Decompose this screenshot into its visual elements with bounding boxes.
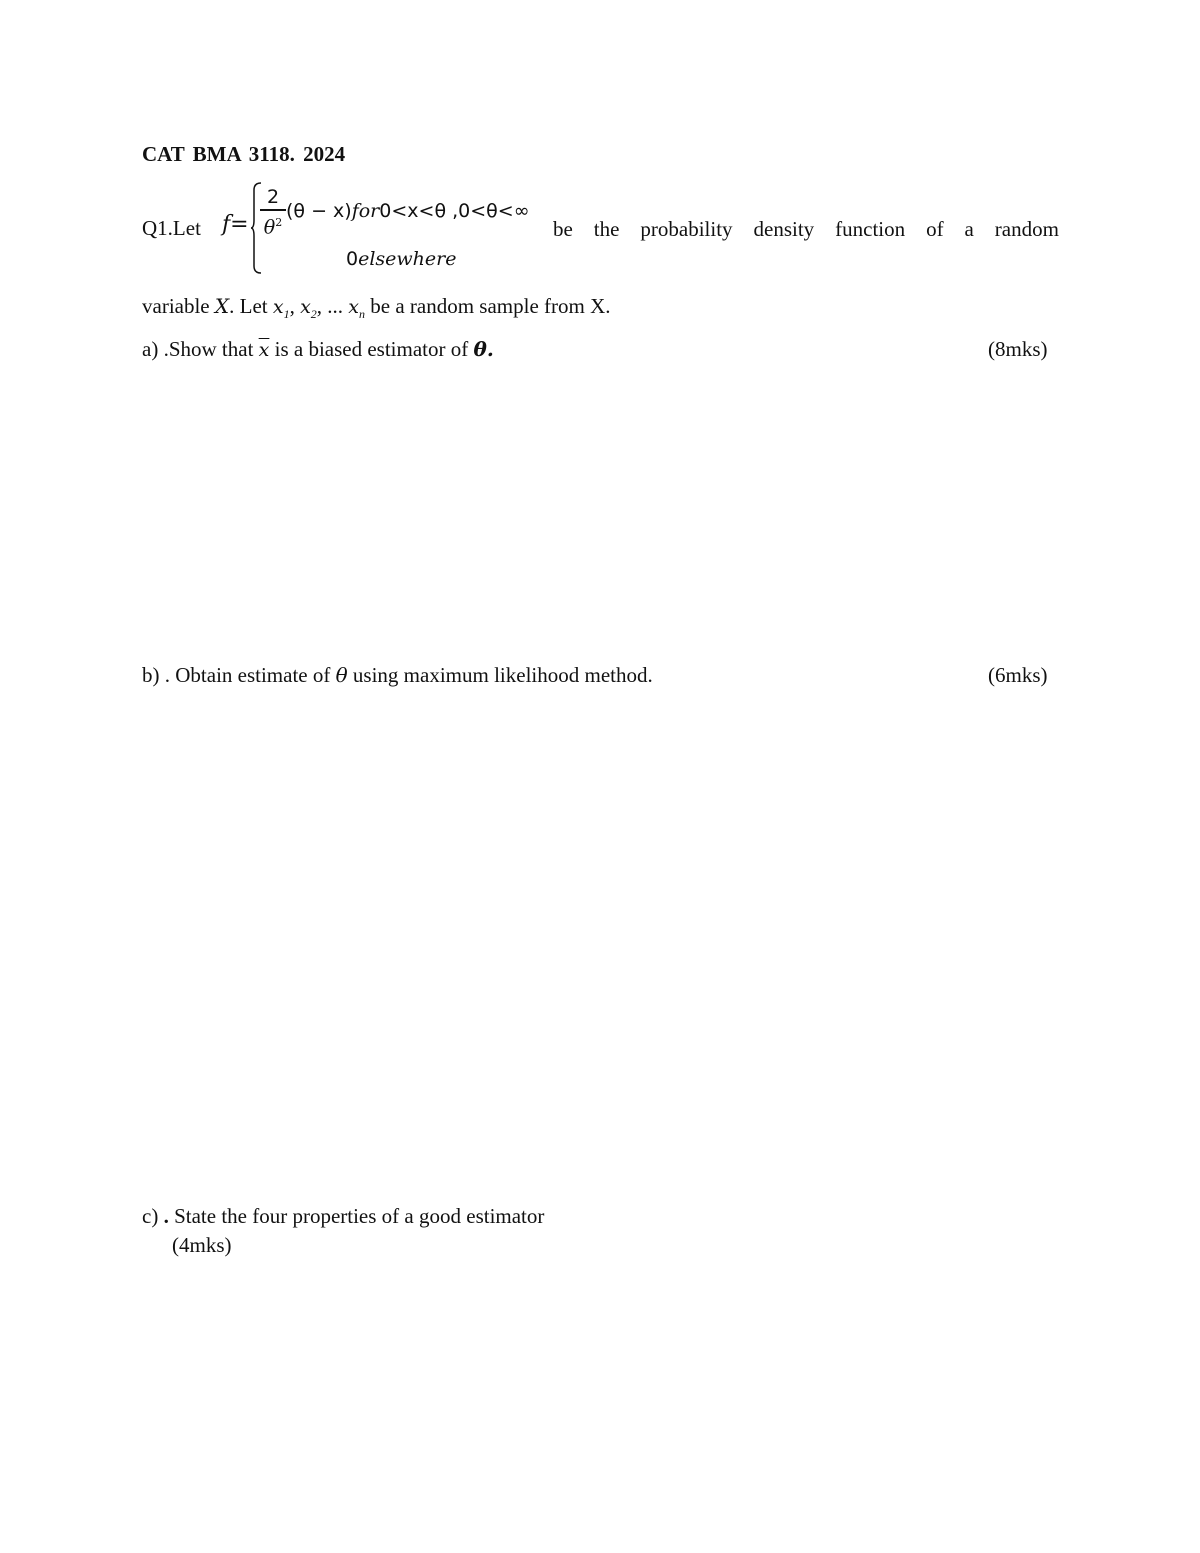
desc-word: a (964, 217, 974, 241)
q1-sample-line: variable X. Let $x_1$, $x_2$, ... $x_n$ be a random sample from X. (142, 294, 611, 322)
case-one (286, 200, 530, 222)
case-two-zero: 0 (346, 248, 359, 270)
part-c-marks: (4mks) (172, 1233, 232, 1257)
part-c-question: c) . State the four properties of a good estimator (142, 1204, 545, 1228)
case-two-elsewhere: elsewhere (358, 248, 457, 270)
q1-description (553, 217, 1059, 242)
fraction-bar (260, 209, 286, 211)
desc-word: of (926, 217, 944, 241)
fraction (260, 186, 286, 238)
exam-title: CAT BMA 3118. 2024 (142, 142, 346, 166)
q1-lead: Q1.Let (142, 216, 201, 240)
desc-word: random (994, 217, 1059, 241)
fraction-numerator: 2 (266, 186, 280, 208)
fraction-denominator: $\theta^2$ (263, 215, 283, 238)
desc-word: be (553, 217, 573, 241)
desc-word: function (835, 217, 906, 241)
case-one-expr: (θ − x) (286, 200, 352, 222)
case-one-for: for (351, 200, 380, 222)
part-b-question: b) . Obtain estimate of θ using maximum likelihood method. (142, 663, 653, 687)
desc-word: the (593, 217, 620, 241)
desc-word: density (753, 217, 815, 241)
part-a-marks: (8mks) (988, 337, 1048, 361)
part-a-question: a) .Show that $\overline{x}$ is a biased estimator of θ. (142, 337, 494, 361)
case-two (346, 248, 456, 270)
case-one-condition: 0<x<θ ,0<θ<∞ (379, 200, 530, 222)
part-b-marks: (6mks) (988, 663, 1048, 687)
function-label: f= (222, 212, 249, 237)
desc-word: probability (640, 217, 733, 241)
